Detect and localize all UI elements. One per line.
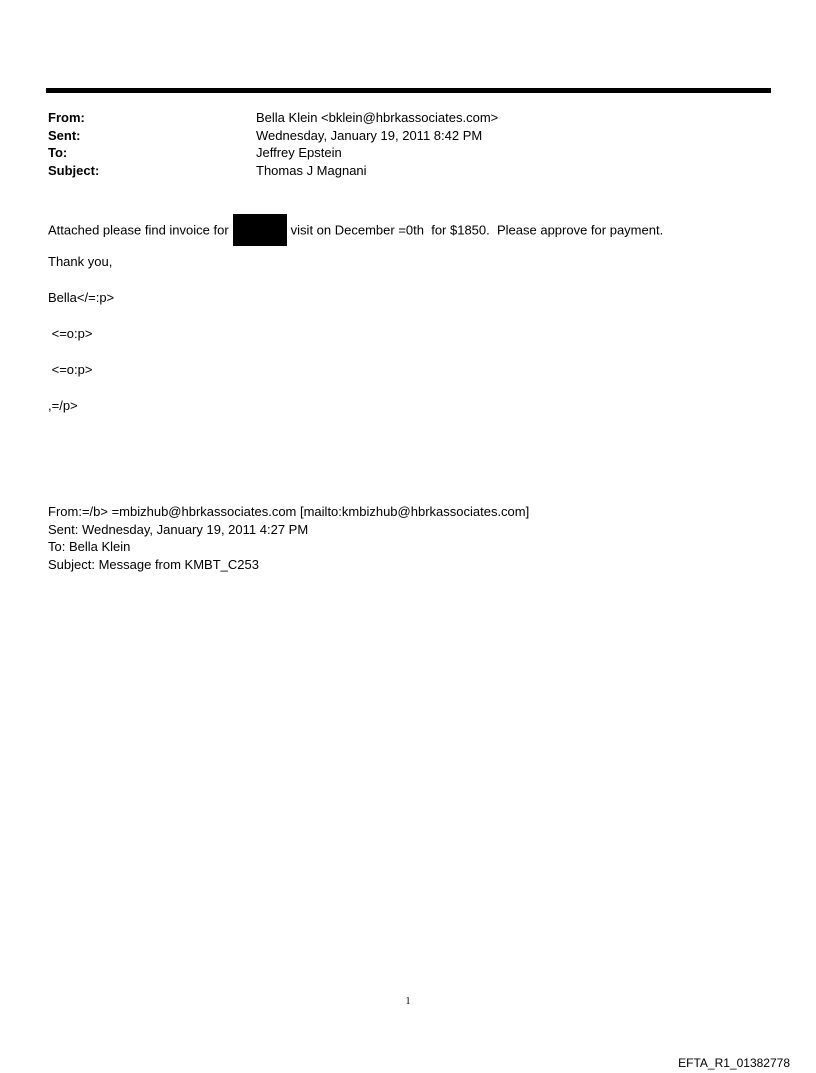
subject-label: Subject:: [48, 162, 100, 178]
body-artifact-1: <=o:p>: [48, 326, 93, 341]
sent-value: Wednesday, January 19, 2011 8:42 PM: [256, 127, 483, 143]
body-signature: Bella</=:p>: [48, 290, 115, 305]
to-value: Jeffrey Epstein: [256, 145, 342, 160]
body-artifact-3: ,=/p>: [48, 398, 78, 413]
sent-row: [48, 127, 498, 145]
document-id: EFTA_R1_01382778: [678, 1056, 790, 1070]
from-label: From:: [48, 110, 85, 125]
body-invoice-line: [48, 215, 663, 247]
page-number: 1: [405, 996, 411, 1007]
email-header: [48, 109, 498, 179]
forwarded-sent: Sent: Wednesday, January 19, 2011 4:27 PM: [48, 521, 309, 537]
forwarded-to: To: Bella Klein: [48, 539, 131, 554]
forwarded-from: From:=/b> =mbizhub@hbrkassociates.com [mailto:kmbizhub@hbrkassociates.com]: [48, 504, 530, 519]
from-value: Bella Klein <bklein@hbrkassociates.com>: [256, 110, 499, 125]
invoice-text-after: visit on December =0th for $1850. Please approve for payment.: [290, 222, 664, 238]
from-row: [48, 109, 498, 127]
body-thank-you: Thank you,: [48, 254, 113, 269]
to-row: [48, 144, 498, 162]
body-artifact-2: <=o:p>: [48, 362, 93, 377]
forwarded-subject: Subject: Message from KMBT_C253: [48, 556, 259, 572]
sent-label: Sent:: [48, 127, 81, 143]
subject-value: Thomas J Magnani: [256, 162, 367, 178]
subject-row: [48, 162, 498, 180]
invoice-text-before: Attached please find invoice for: [48, 222, 229, 238]
redaction-box: [233, 214, 287, 246]
header-divider: [46, 88, 771, 93]
to-label: To:: [48, 145, 68, 160]
forwarded-header: [48, 503, 529, 573]
